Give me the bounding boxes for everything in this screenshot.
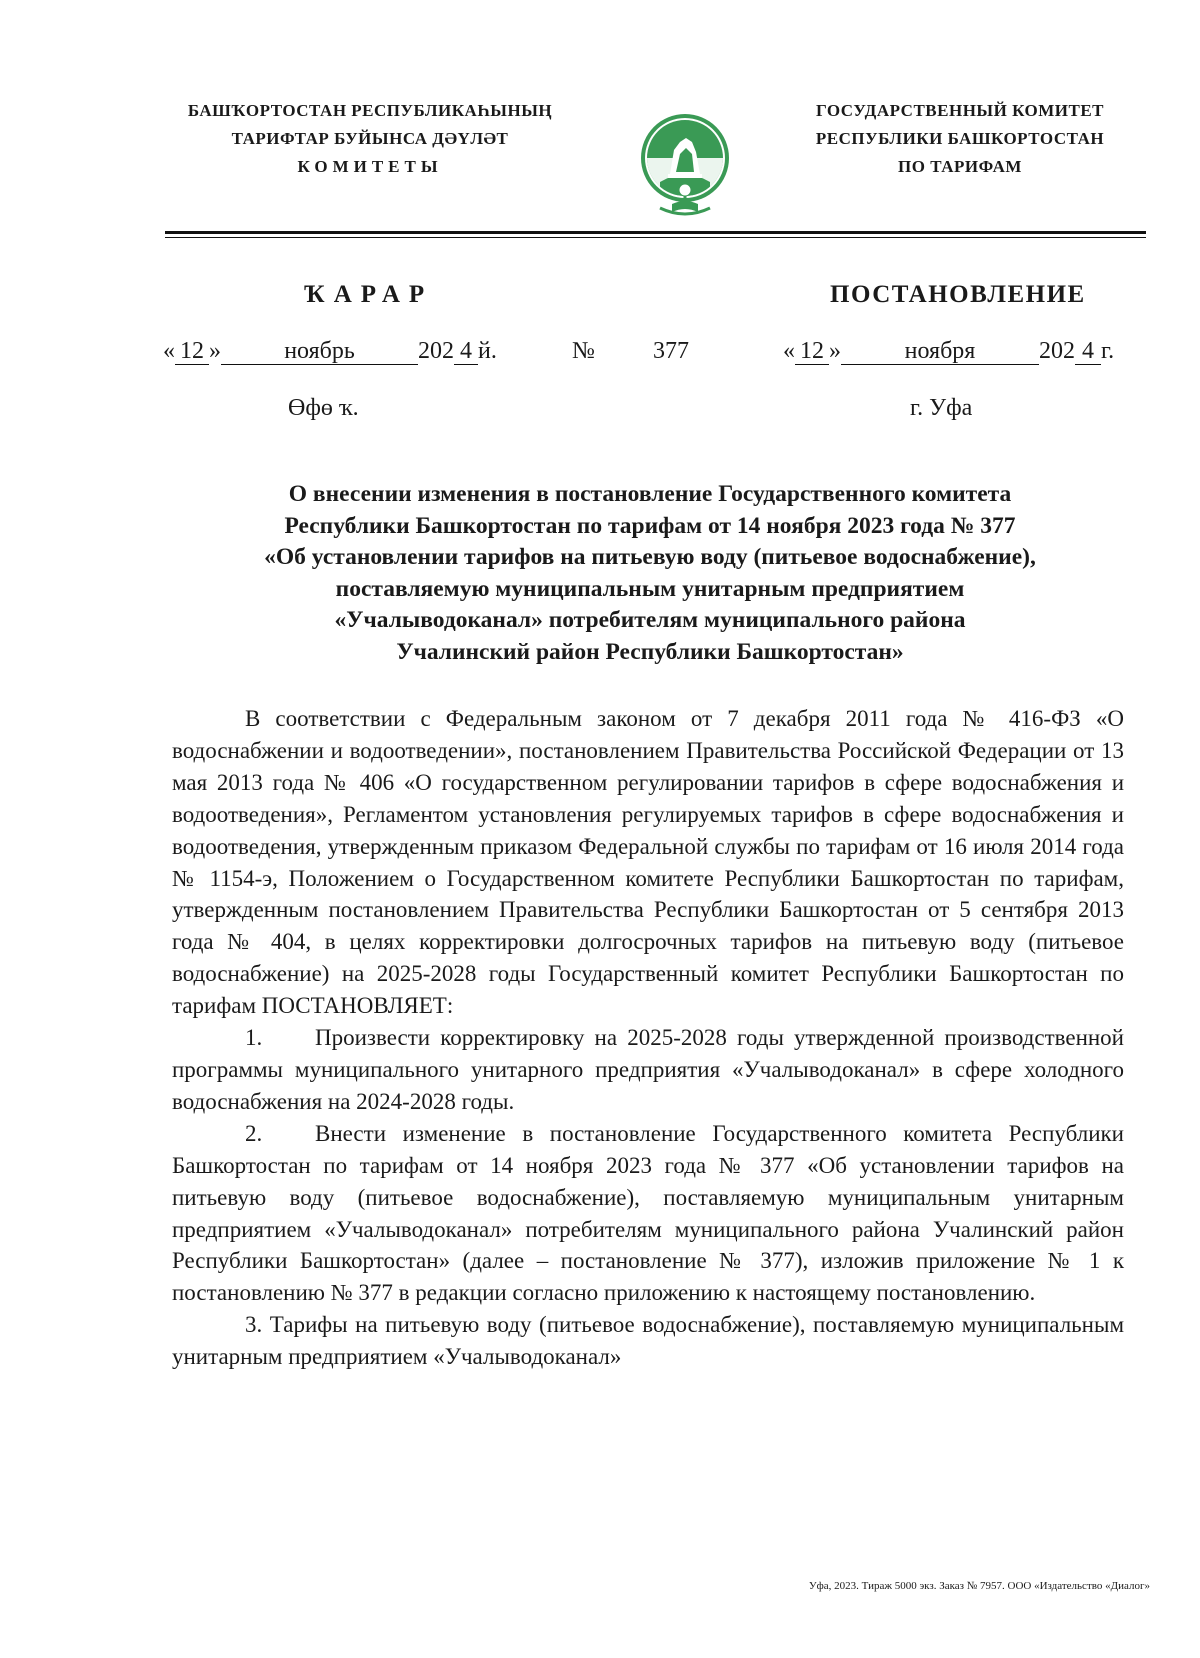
body-item-2 [172,1118,1124,1309]
document-title-line-1: О внесении изменения в постановление Государственного комитета [288,481,1012,507]
header-rule-thick [165,231,1146,234]
header-right-line-2: РЕСПУБЛИКИ БАШКОРТОСТАН [815,129,1105,148]
date-right-month: ноября [841,338,1039,365]
body-item-2-number: 2. [245,1120,263,1146]
bashkortostan-emblem-icon [640,112,730,224]
body-item-1-text: Произвести корректировку на 2025-2028 годы утвержденной производственной программы муниципального унитарного предприятия «Учалыводоканал» в сфере холодного водоснабжения на 2024-2028 годы. [172,1025,1124,1114]
header-right-line-1: ГОСУДАРСТВЕННЫЙ КОМИТЕТ [815,101,1104,120]
document-title-line-3: «Об установлении тарифов на питьевую воду (питьевое водоснабжение), [264,544,1036,570]
title-postanovlenie: ПОСТАНОВЛЕНИЕ [830,281,1086,308]
date-right-suffix: г. [1101,338,1115,364]
city-left: Өфө ҡ. [288,395,359,421]
header-left-block [160,97,580,181]
document-number-sign: № [572,338,595,364]
header-right-block [780,97,1140,181]
header-left-line-3: КОМИТЕТЫ [297,157,443,176]
body-item-3-number: 3. [245,1312,263,1338]
city-right: г. Уфа [910,395,973,421]
document-number: 377 [653,338,689,364]
date-left [163,338,497,365]
document-title-line-2: Республики Башкортостан по тарифам от 14 ноября 2023 года № 377 [284,512,1016,539]
date-left-month: ноябрь [221,338,418,365]
body-item-2-text: Внести изменение в постановление Государственного комитета Республики Башкортостан по тарифам от 14 ноября 2023 года № 377 «Об установлении тарифов на питьевую воду (питьевое водоснабжение), поставляемую муниципальным унитарным предприятием «Учалыводоканал» потребителям муниципального района Учалинский район Республики Башкортостан» (далее – постановление № 377), изложив приложение № 1 к постановлению № 377 в редакции согласно приложению к настоящему постановлению. [172,1120,1124,1306]
date-left-open-quote: « [163,338,175,364]
date-right-year-digit: 4 [1075,338,1101,365]
body-item-1-number: 1. [245,1025,263,1051]
document-title-line-5: «Учалыводоканал» потребителям муниципального района [334,607,966,633]
header-left-line-2: ТАРИФТАР БУЙЫНСА ДӘҮЛӘТ [231,129,509,148]
body-intro-paragraph: В соответствии с Федеральным законом от 7 декабря 2011 года № 416-ФЗ «О водоснабжении и водоотведении», постановлением Правительства Российской Федерации от 13 мая 2013 года № 406 «О государственном регулировании тарифов в сфере водоснабжения и водоотведения», Регламентом установления регулируемых тарифов в сфере водоснабжения и водоотведения, утвержденным приказом Федеральной службы по тарифам от 16 июля 2014 года № 1154-э, Положением о Государственном комитете Республики Башкортостан по тарифам, утвержденным постановлением Правительства Республики Башкортостан от 5 сентября 2013 года № 404, в целях корректировки долгосрочных тарифов на питьевую воду (питьевое водоснабжение) на 2025-2028 годы Государственный комитет Республики Башкортостан по тарифам ПОСТАНОВЛЯЕТ: [172,706,1124,1019]
body-text [172,703,1124,1373]
print-run-note: Уфа, 2023. Тираж 5000 экз. Заказ № 7957. ООО «Издательство «Диалог» [808,1580,1150,1592]
title-karar: ҠАРАР [304,281,434,308]
date-left-close-quote: » [209,338,221,364]
document-title-line-4: поставляемую муниципальным унитарным предприятием [335,575,965,602]
date-right-day: 12 [795,338,829,365]
header-rule-thin [165,237,1146,238]
header-left-line-1: БАШҠОРТОСТАН РЕСПУБЛИКАҺЫНЫҢ [187,101,553,120]
date-right-open-quote: « [783,338,795,364]
date-left-year-digit: 4 [454,338,478,365]
document-title-line-6: Учалинский район Республики Башкортостан» [396,638,904,665]
date-left-suffix: й. [478,338,497,364]
date-left-day: 12 [175,338,209,365]
date-right [783,338,1114,365]
header-right-line-3: ПО ТАРИФАМ [898,157,1022,176]
date-right-close-quote: » [829,338,841,364]
date-left-year-prefix: 202 [418,338,454,364]
body-item-3-text: Тарифы на питьевую воду (питьевое водоснабжение), поставляемую муниципальным унитарным предприятием «Учалыводоканал» [172,1312,1124,1370]
date-right-year-prefix: 202 [1039,338,1075,364]
body-item-3 [172,1309,1124,1373]
document-title [160,479,1140,668]
body-item-1 [172,1022,1124,1118]
